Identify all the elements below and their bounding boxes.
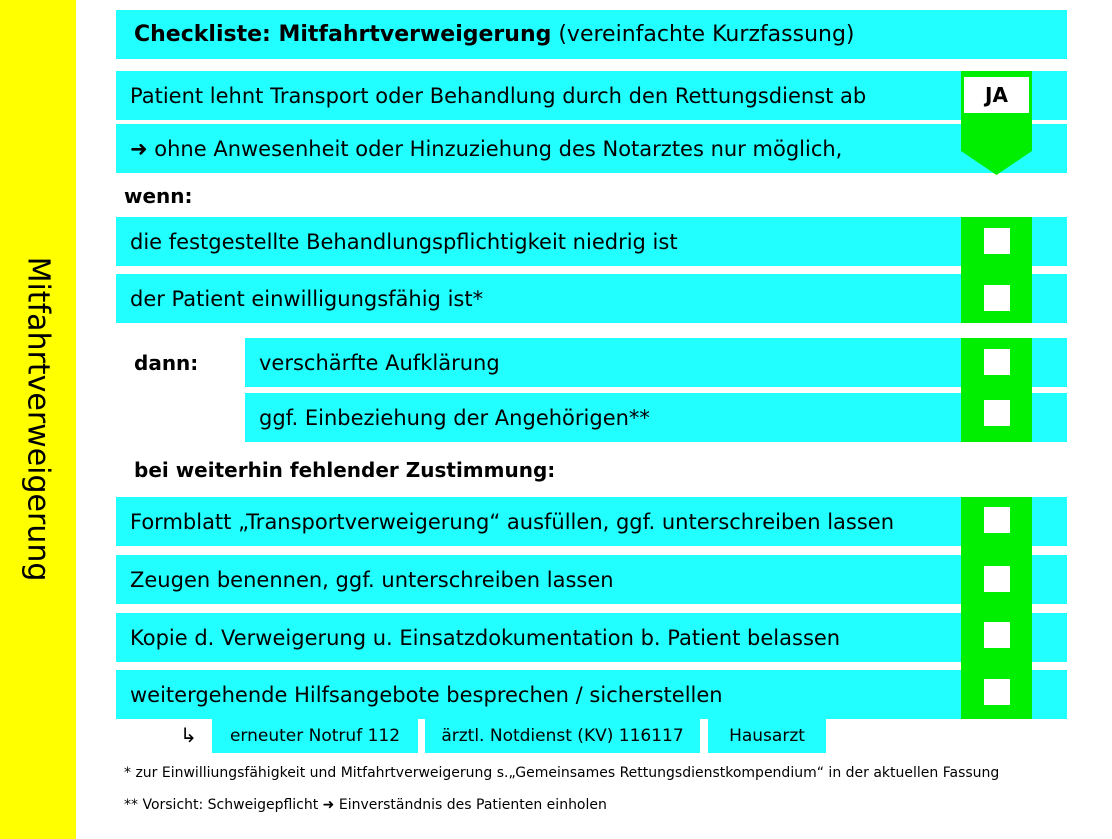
then-text-2: ggf. Einbeziehung der Angehörigen** [259,405,650,430]
refusal-text-3: Kopie d. Verweigerung u. Einsatzdokumentation b. Patient belassen [130,625,841,650]
refusal-row-3 [116,613,1067,662]
option-text-1: erneuter Notruf 112 [229,726,401,746]
refusal-row-2 [116,555,1067,604]
checkbox-refusal-3[interactable] [984,622,1010,648]
refusal-row-1 [116,497,1067,546]
checkbox-refusal-1[interactable] [984,507,1010,533]
option-text-3: Hausarzt [729,726,805,746]
option-medical-service [425,719,700,753]
intro-line-1-text: Patient lehnt Transport oder Behandlung durch den Rettungsdienst ab [130,83,867,108]
page-title [116,10,1067,59]
intro-line-2-text: ➜ ohne Anwesenheit oder Hinzuziehung des Notarztes nur möglich, [130,136,843,161]
checkbox-refusal-2[interactable] [984,566,1010,592]
then-label: dann: [134,351,199,375]
refusal-text-1: Formblatt „Transportverweigerung“ ausfüllen, ggf. unterschreiben lassen [130,509,895,534]
then-text-1: verschärfte Aufklärung [259,350,500,375]
checkbox-refusal-4[interactable] [984,679,1010,705]
sidebar-title: Mitfahrtverweigerung [20,256,56,582]
checkbox-then-2[interactable] [984,400,1010,426]
condition-row-1 [116,217,1067,266]
down-arrow-icon [961,117,1032,175]
checkbox-then-1[interactable] [984,349,1010,375]
checkbox-condition-1[interactable] [984,228,1010,254]
refusal-text-2: Zeugen benennen, ggf. unterschreiben lassen [130,567,614,592]
then-row-1 [245,338,1067,387]
checkbox-condition-2[interactable] [984,285,1010,311]
option-text-2: ärztl. Notdienst (KV) 116117 [441,726,684,746]
ja-label: JA [964,77,1029,113]
refusal-row-4 [116,670,1067,719]
conditions-label: wenn: [124,184,193,208]
title-rest: (vereinfachte Kurzfassung) [551,22,855,47]
intro-line-1 [116,71,1067,120]
option-family-doctor [708,719,826,753]
sidebar [0,0,76,839]
refusal-label: bei weiterhin fehlender Zustimmung: [134,458,556,482]
title-bold: Checkliste: Mitfahrtverweigerung [134,22,552,47]
footnote-2: ** Vorsicht: Schweigepflicht ➜ Einverständnis des Patienten einholen [124,797,607,813]
footnote-1: * zur Einwilliungsfähigkeit und Mitfahrtverweigerung s.„Gemeinsames Rettungsdienstkompendium“ in der aktuellen Fassung [124,765,1000,781]
refusal-text-4: weitergehende Hilfsangebote besprechen / sicherstellen [130,682,723,707]
intro-line-2 [116,124,1067,173]
then-row-2 [245,393,1067,442]
return-arrow-icon: ↳ [180,723,197,747]
condition-text-2: der Patient einwilligungsfähig ist* [130,286,484,311]
condition-row-2 [116,274,1067,323]
condition-text-1: die festgestellte Behandlungspflichtigkeit niedrig ist [130,229,678,254]
option-emergency-call [212,719,418,753]
